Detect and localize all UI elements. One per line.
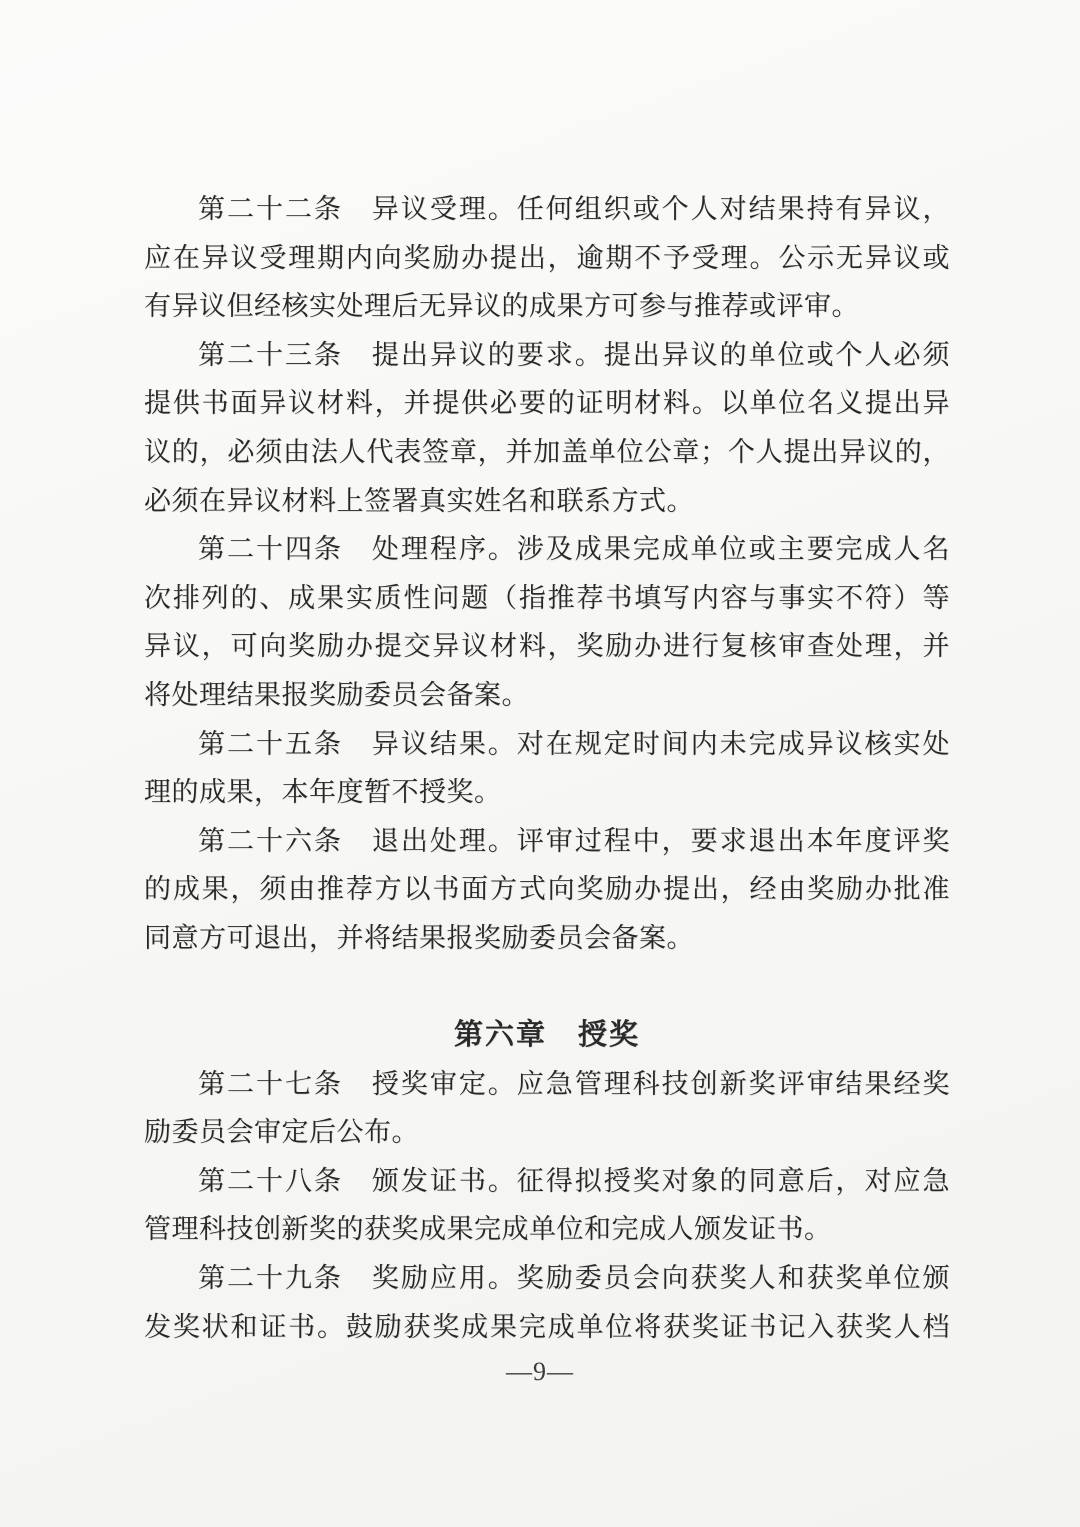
article-23 — [144, 331, 950, 525]
text-line: 异议，可向奖励办提交异议材料，奖励办进行复核审查处理，并 — [144, 631, 950, 662]
article-25 — [144, 720, 950, 817]
text-line: 第二十九条 奖励应用。奖励委员会向获奖人和获奖单位颁 — [198, 1263, 950, 1294]
text-line: 第二十八条 颁发证书。征得拟授奖对象的同意后，对应急 — [198, 1165, 950, 1196]
text-line: 第二十五条 异议结果。对在规定时间内未完成异议核实处 — [198, 728, 950, 759]
article-29 — [144, 1254, 950, 1351]
text-line: 第二十四条 处理程序。涉及成果完成单位或主要完成人名 — [198, 534, 950, 565]
article-26 — [144, 817, 950, 963]
article-24 — [144, 525, 950, 719]
text-line: 管理科技创新奖的获奖成果完成单位和完成人颁发证书。 — [144, 1214, 832, 1245]
text-line: 必须在异议材料上签署真实姓名和联系方式。 — [144, 485, 694, 516]
text-line: 励委员会审定后公布。 — [144, 1117, 419, 1148]
chapter-6-heading: 第六章 授奖 — [453, 1019, 640, 1052]
text-line: 议的，必须由法人代表签章，并加盖单位公章；个人提出异议的， — [144, 436, 950, 467]
text-line: 第二十七条 授奖审定。应急管理科技创新奖评审结果经奖 — [198, 1068, 950, 1099]
article-27 — [144, 1060, 950, 1157]
text-line: 第二十三条 提出异议的要求。提出异议的单位或个人必须 — [198, 339, 950, 370]
text-line: 有异议但经核实处理后无异议的成果方可参与推荐或评审。 — [144, 291, 859, 322]
blank-line — [144, 963, 950, 1012]
text-line: 发奖状和证书。鼓励获奖成果完成单位将获奖证书记入获奖人档 — [144, 1311, 950, 1342]
text-line: 第二十六条 退出处理。评审过程中，要求退出本年度评奖 — [198, 825, 950, 856]
text-line: 将处理结果报奖励委员会备案。 — [144, 679, 529, 710]
page-number: —9— — [506, 1357, 574, 1386]
text-line: 理的成果，本年度暂不授奖。 — [144, 777, 502, 808]
text-line: 应在异议受理期内向奖励办提出，逾期不予受理。公示无异议或 — [144, 242, 950, 273]
text-line: 第二十二条 异议受理。任何组织或个人对结果持有异议， — [198, 194, 950, 224]
document-body — [144, 185, 950, 1351]
text-line: 同意方可退出，并将结果报奖励委员会备案。 — [144, 922, 694, 953]
text-line: 的成果，须由推荐方以书面方式向奖励办提出，经由奖励办批准 — [144, 874, 950, 905]
article-22 — [144, 185, 950, 331]
article-28 — [144, 1157, 950, 1254]
text-line: 提供书面异议材料，并提供必要的证明材料。以单位名义提出异 — [144, 388, 950, 419]
text-line: 次排列的、成果实质性问题（指推荐书填写内容与事实不符）等 — [144, 582, 950, 613]
